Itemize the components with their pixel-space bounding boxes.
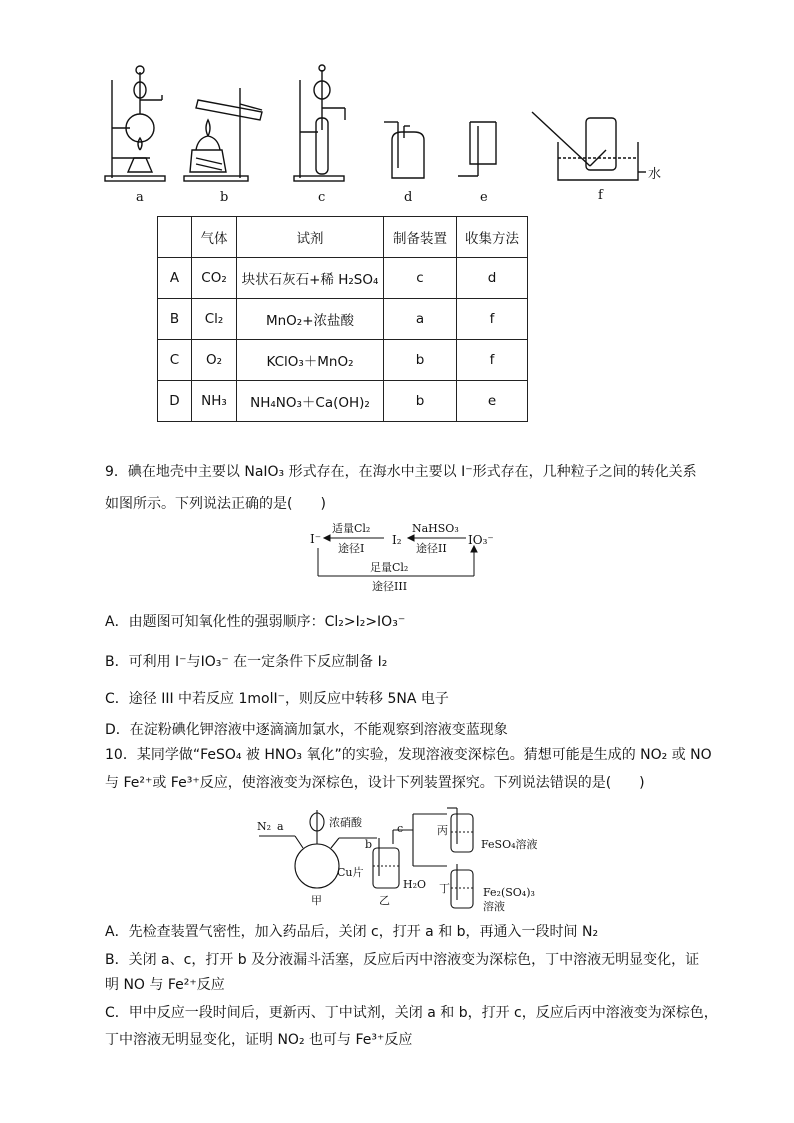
table-cell: MnO₂+浓盐酸 <box>237 299 384 340</box>
label-d: d <box>404 190 413 205</box>
table-header-cell: 制备装置 <box>384 217 457 258</box>
table-header-cell: 试剂 <box>237 217 384 258</box>
apparatus-c <box>294 65 345 181</box>
q10-stem-line2: 与 Fe²⁺或 Fe³⁺反应，使溶液变为深棕色，设计下列装置探究。下列说法错误的是( ) <box>105 775 645 791</box>
label-a: a <box>136 190 144 205</box>
table-header-cell: 收集方法 <box>457 217 528 258</box>
table-cell: b <box>384 340 457 381</box>
q10-stem-line1: 10．某同学做“FeSO₄ 被 HNO₃ 氧化”的实验，发现溶液变深棕色。猜想可能是生成的 NO₂ 或 NO <box>105 747 712 763</box>
gas-table <box>157 216 528 422</box>
table-header-cell <box>158 217 192 258</box>
table-cell: NH₄NO₃＋Ca(OH)₂ <box>237 381 384 422</box>
table-cell: A <box>158 258 192 299</box>
q9-iodate: IO₃⁻ <box>468 533 494 547</box>
table-row <box>158 340 528 381</box>
q10-yi: 乙 <box>379 894 390 907</box>
table-header-row <box>158 217 528 258</box>
apparatus-b <box>184 88 262 181</box>
table-cell: KClO₃＋MnO₂ <box>237 340 384 381</box>
q10-solution: 溶液 <box>483 900 505 913</box>
table-cell: O₂ <box>192 340 237 381</box>
q10-cu: Cu片 <box>337 866 364 879</box>
q9-stem-line2: 如图所示。下列说法正确的是( ) <box>105 496 326 512</box>
table-cell: e <box>457 381 528 422</box>
q10-water: H₂O <box>403 878 427 891</box>
q9-stem-line1: 9．碘在地壳中主要以 NaIO₃ 形式存在，在海水中主要以 I⁻形式存在，几种粒子之间的转化关系 <box>105 464 697 480</box>
q10-option-c-line1: C．甲中反应一段时间后，更新丙、丁中试剂，关闭 a 和 b，打开 c，反应后丙中溶液变为深棕色， <box>105 1005 718 1021</box>
q10-conc-nitric: 浓硝酸 <box>329 816 362 829</box>
q9-option-a: A．由题图可知氧化性的强弱顺序：Cl₂>I₂>IO₃⁻ <box>105 614 406 630</box>
q10-option-a: A．先检查装置气密性，加入药品后，关闭 c，打开 a 和 b，再通入一段时间 N₂ <box>105 924 599 940</box>
table-cell: f <box>457 340 528 381</box>
label-water: 水 <box>648 167 662 182</box>
apparatus-figure <box>0 0 794 210</box>
apparatus-f <box>532 112 646 180</box>
table-row <box>158 258 528 299</box>
q10-option-c-line2: 丁中溶液无明显变化，证明 NO₂ 也可与 Fe³⁺反应 <box>105 1032 413 1048</box>
table-header-cell: 气体 <box>192 217 237 258</box>
q9-iodine: I₂ <box>392 533 402 547</box>
table-cell: b <box>384 381 457 422</box>
label-b: b <box>220 190 229 205</box>
q10-option-b-line2: 明 NO 与 Fe²⁺反应 <box>105 977 225 993</box>
apparatus-a <box>105 66 165 181</box>
q9-arrow3-bottom: 途径III <box>372 580 408 593</box>
table-cell: f <box>457 299 528 340</box>
q9-arrow1-top: 适量Cl₂ <box>332 522 371 535</box>
q9-arrow3-top: 足量Cl₂ <box>370 561 409 574</box>
table-cell: D <box>158 381 192 422</box>
table-cell: B <box>158 299 192 340</box>
q9-iodine-diagram <box>308 518 508 598</box>
table-row <box>158 381 528 422</box>
table-cell: Cl₂ <box>192 299 237 340</box>
q9-option-c: C．途径 III 中若反应 1molI⁻，则反应中转移 5NA 电子 <box>105 691 449 707</box>
table-row <box>158 299 528 340</box>
q9-option-d: D．在淀粉碘化钾溶液中逐滴滴加氯水，不能观察到溶液变蓝现象 <box>105 722 508 738</box>
q9-arrow1-bottom: 途径I <box>338 542 365 555</box>
table-cell: NH₃ <box>192 381 237 422</box>
q9-iodide: I⁻ <box>310 532 322 546</box>
q10-ding: 丁 <box>439 882 450 895</box>
table-cell: c <box>384 258 457 299</box>
apparatus-e <box>458 122 496 176</box>
q9-option-b: B．可利用 I⁻与IO₃⁻ 在一定条件下反应制备 I₂ <box>105 654 388 670</box>
label-e: e <box>480 190 488 205</box>
q10-fe2so43: Fe₂(SO₄)₃ <box>483 886 535 899</box>
apparatus-d <box>384 122 424 178</box>
q10-n2: N₂ <box>257 820 272 833</box>
table-cell: a <box>384 299 457 340</box>
table-cell: 块状石灰石+稀 H₂SO₄ <box>237 258 384 299</box>
q10-jia: 甲 <box>311 894 322 907</box>
q9-arrow2-top: NaHSO₃ <box>412 522 459 535</box>
table-cell: d <box>457 258 528 299</box>
q10-feso4: FeSO₄溶液 <box>481 838 538 851</box>
label-f: f <box>598 188 603 203</box>
q10-valve-c: c <box>397 822 404 835</box>
q10-valve-a: a <box>277 820 284 833</box>
q10-valve-b: b <box>365 838 373 851</box>
q10-bing: 丙 <box>437 824 448 837</box>
table-cell: C <box>158 340 192 381</box>
q10-option-b-line1: B．关闭 a、c，打开 b 及分液漏斗活塞，反应后丙中溶液变为深棕色，丁中溶液无明显变化，证 <box>105 952 700 968</box>
q10-apparatus-diagram <box>255 800 555 920</box>
label-c: c <box>318 190 326 205</box>
table-cell: CO₂ <box>192 258 237 299</box>
q9-arrow2-bottom: 途径II <box>416 542 447 555</box>
